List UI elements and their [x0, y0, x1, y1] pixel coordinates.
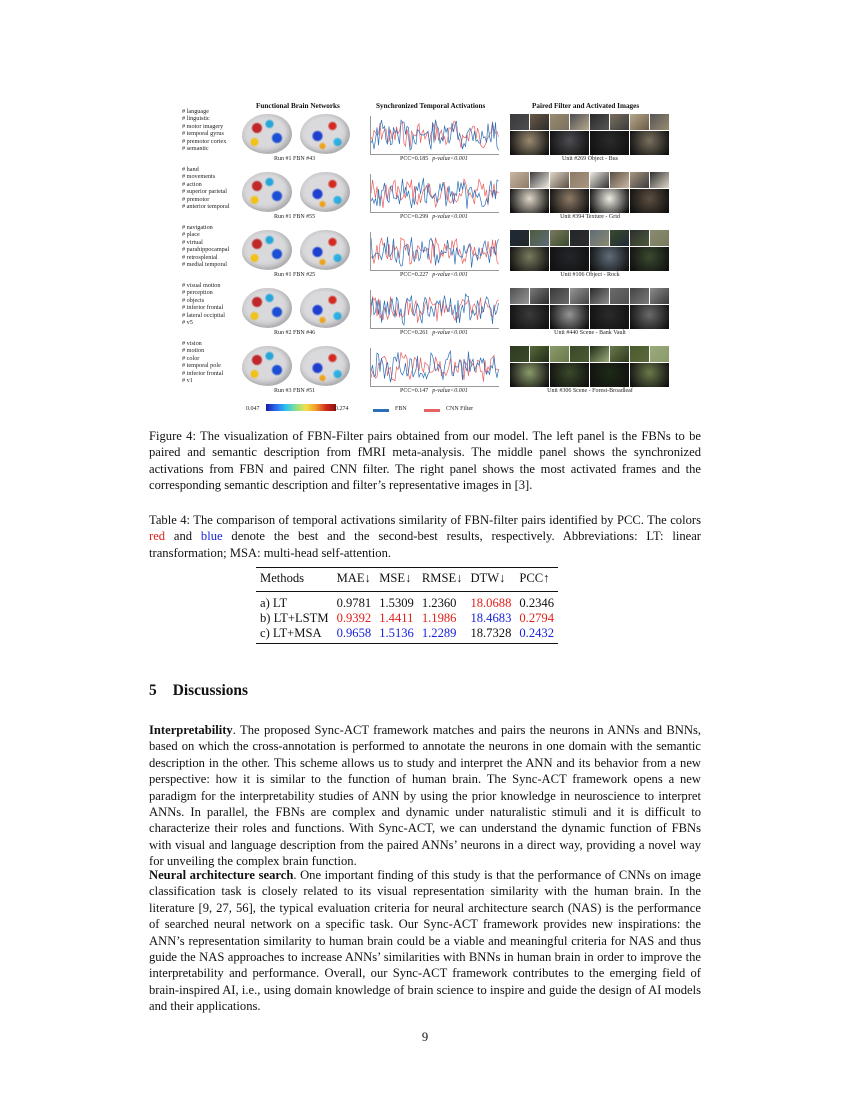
filter-thumbnail	[590, 172, 609, 188]
fbn-signal-line	[371, 178, 499, 209]
metric-cell: 18.7328	[470, 626, 512, 640]
pcc-value: PCC=0.299	[400, 214, 429, 220]
filter-thumbnail	[590, 288, 609, 304]
activated-frame	[630, 131, 669, 155]
fbn-label: Run #1 FBN #25	[274, 272, 316, 278]
section-heading	[149, 682, 248, 700]
filter-thumbnail	[650, 114, 669, 130]
semantic-terms	[182, 282, 225, 326]
pcc-value: PCC=0.147	[400, 388, 429, 394]
section-title: Discussions	[172, 682, 248, 699]
table-row	[256, 592, 558, 612]
paragraph-interpretability	[149, 722, 701, 870]
filter-thumbnail	[610, 346, 629, 362]
header-rmse: RMSE↓	[421, 571, 463, 585]
figure-row	[178, 108, 672, 170]
fbn-column-title: Functional Brain Networks	[256, 102, 340, 110]
metric-cell: 18.4683	[470, 611, 512, 625]
semantic-terms	[182, 340, 223, 384]
activated-frame	[590, 189, 629, 213]
results-table	[256, 567, 558, 644]
activated-frame	[590, 247, 629, 271]
semantic-term: # premotor	[182, 195, 210, 203]
brain-map-right	[300, 346, 350, 386]
table-row	[256, 626, 558, 644]
filter-thumbnail	[630, 172, 649, 188]
activated-frame	[630, 247, 669, 271]
fbn-signal-line	[371, 351, 499, 382]
metric-cell: 18.0688	[470, 596, 512, 610]
semantic-term: # place	[182, 231, 200, 239]
brain-map-left	[242, 346, 292, 386]
section-number: 5	[149, 682, 157, 699]
figure-row	[178, 282, 672, 344]
semantic-term: # medial temporal	[182, 261, 228, 269]
semantic-term: # hand	[182, 166, 199, 173]
metric-cell: 1.5136	[379, 626, 414, 640]
filter-thumbnail	[550, 346, 569, 362]
header-dtw: DTW↓	[470, 571, 506, 585]
filter-thumbnail	[530, 288, 549, 304]
activation-plot	[370, 116, 499, 155]
activated-frame	[630, 189, 669, 213]
p-value: p-value<0.001	[432, 156, 468, 162]
activated-frame	[550, 131, 589, 155]
paired-column-title: Paired Filter and Activated Images	[532, 102, 640, 110]
semantic-term: # parahippocampal	[182, 246, 230, 254]
method-cell: c) LT+MSA	[260, 626, 322, 640]
unit-label: Unit #440 Scene - Bank Vault	[554, 330, 626, 336]
metric-cell: 0.2432	[519, 626, 555, 640]
brain-map-right	[300, 230, 350, 270]
metric-cell: 0.2794	[519, 611, 555, 625]
activated-frame	[550, 363, 589, 387]
filter-thumbnail	[530, 114, 549, 130]
filter-thumbnail	[630, 288, 649, 304]
filter-thumbnail	[630, 346, 649, 362]
metric-cell: 0.9781	[336, 596, 372, 610]
brain-map-left	[242, 288, 292, 328]
activated-images	[510, 346, 670, 387]
filter-thumbnail	[610, 172, 629, 188]
activated-frame	[590, 305, 629, 329]
method-cell: a) LT	[260, 596, 288, 610]
filter-thumbnail	[650, 288, 669, 304]
pcc-value: PCC=0.227	[400, 272, 429, 278]
semantic-term: # v5	[182, 319, 193, 327]
filter-thumbnail	[510, 172, 529, 188]
filter-thumbnail	[510, 230, 529, 246]
table-caption	[149, 512, 701, 561]
table-caption-red: red	[149, 529, 166, 544]
fbn-label: Run #3 FBN #51	[274, 388, 316, 394]
activated-frame	[510, 131, 549, 155]
cnn-legend-label: CNN Filter	[446, 406, 474, 412]
activated-frame	[510, 189, 549, 213]
table-caption-pre: Table 4: The comparison of temporal activations similarity of FBN-filter pairs identified by PCC. The colors	[149, 513, 701, 527]
activated-images	[510, 172, 670, 213]
filter-thumbnail	[650, 172, 669, 188]
filter-thumbnail	[530, 172, 549, 188]
metric-cell: 0.2346	[519, 596, 555, 610]
header-methods: Methods	[260, 571, 305, 585]
activation-plot	[370, 348, 499, 387]
activated-frame	[590, 363, 629, 387]
filter-thumbnail	[630, 230, 649, 246]
table-body	[256, 592, 558, 644]
activation-signal	[371, 232, 499, 270]
filter-thumbnail	[570, 230, 589, 246]
semantic-terms	[182, 224, 229, 268]
activation-plot	[370, 290, 499, 329]
p-value: p-value<0.001	[432, 388, 468, 394]
figure-row	[178, 166, 672, 228]
brain-map-right	[300, 288, 350, 328]
figure-caption: Figure 4: The visualization of FBN-Filter pairs obtained from our model. The left panel is the FBNs to be paired and semantic description from fMRI meta-analysis. The middle panel shows the synchronized activations from FBN and paired CNN filter. The right panel shows the most activated frames and the corresponding semantic description and filter’s representative images in [3].	[149, 429, 701, 493]
metric-cell: 1.2360	[421, 596, 457, 610]
metric-cell: 1.1986	[421, 611, 457, 625]
activated-images	[510, 230, 670, 271]
semantic-terms	[182, 166, 229, 210]
activation-signal	[371, 174, 499, 212]
activated-frame	[630, 363, 669, 387]
unit-label: Unit #106 Object - Rock	[560, 272, 620, 278]
table-row	[256, 611, 558, 626]
semantic-term: # inferior frontal	[182, 304, 224, 312]
semantic-term: # premotor cortex	[182, 137, 227, 145]
semantic-term: # visual motion	[182, 282, 221, 289]
filter-thumbnail	[550, 114, 569, 130]
pcc-label	[400, 214, 468, 220]
fbn-legend-swatch	[373, 409, 389, 412]
unit-label: Unit #394 Texture - Grid	[560, 214, 620, 220]
semantic-term: # objects	[182, 296, 205, 304]
metric-cell: 0.9658	[336, 626, 372, 640]
semantic-term: # motor imagery	[182, 122, 224, 130]
table-caption-mid: and	[165, 529, 201, 544]
semantic-term: # retrosplenial	[182, 253, 218, 261]
metric-cell: 1.4411	[379, 611, 414, 625]
semantic-term: # movements	[182, 173, 216, 181]
semantic-term: # vision	[182, 340, 202, 347]
semantic-term: # semantic	[182, 145, 209, 153]
pcc-label	[400, 156, 468, 162]
semantic-term: # anterior temporal	[182, 203, 230, 211]
activated-frame	[590, 131, 629, 155]
paragraph-lead: Interpretability	[149, 723, 233, 737]
filter-thumbnail	[610, 288, 629, 304]
p-value: p-value<0.001	[432, 330, 468, 336]
semantic-term: # perception	[182, 289, 213, 297]
activated-frame	[550, 305, 589, 329]
paragraph-lead: Neural architecture search	[149, 868, 294, 882]
filter-thumbnail	[570, 288, 589, 304]
activation-plot	[370, 174, 499, 213]
header-pcc: PCC↑	[519, 571, 550, 585]
table-caption-post: denote the best and the second-best results, respectively. Abbreviations: LT: linear transformation; MSA: multi-head self-attention.	[149, 529, 701, 560]
fbn-label: Run #1 FBN #55	[274, 214, 316, 220]
activation-plot	[370, 232, 499, 271]
filter-thumbnail	[610, 230, 629, 246]
filter-thumbnail	[550, 288, 569, 304]
semantic-term: # inferior frontal	[182, 369, 224, 377]
header-mae: MAE↓	[336, 571, 371, 585]
unit-label: Unit #269 Object - Bus	[562, 156, 618, 162]
semantic-term: # language	[182, 108, 209, 115]
activated-frame	[550, 189, 589, 213]
activated-frame	[510, 363, 549, 387]
filter-thumbnail	[550, 230, 569, 246]
filter-thumbnail	[590, 346, 609, 362]
paragraph-nas	[149, 867, 701, 1015]
activation-signal	[371, 348, 499, 386]
filter-thumbnail	[530, 230, 549, 246]
fbn-label: Run #2 FBN #46	[274, 330, 316, 336]
brain-map-right	[300, 172, 350, 212]
filter-thumbnail	[650, 346, 669, 362]
colorbar-min: 0.047	[246, 406, 260, 412]
filter-thumbnail	[530, 346, 549, 362]
pcc-label	[400, 272, 468, 278]
filter-thumbnail	[550, 172, 569, 188]
colorbar-max: 0.274	[335, 406, 349, 412]
pcc-value: PCC=0.185	[400, 156, 429, 162]
page-number: 9	[421, 1030, 429, 1044]
pcc-value: PCC=0.261	[400, 330, 429, 336]
activated-frame	[510, 247, 549, 271]
results-table-wrap	[256, 567, 558, 644]
filter-thumbnail	[510, 346, 529, 362]
filter-thumbnail	[590, 230, 609, 246]
header-mse: MSE↓	[379, 571, 412, 585]
activation-signal	[371, 290, 499, 328]
table-header-row	[256, 568, 558, 592]
filter-thumbnail	[650, 230, 669, 246]
semantic-term: # v1	[182, 377, 193, 385]
paragraph-text: . The proposed Sync-ACT framework matches and pairs the neurons in ANNs and BNNs, based on which the cross-annotation is performed to annotate the neurons in one domain with the semantic description in the other. This scheme allows us to study and interpret the ANN and its behavior from a new perspective: how it is similar to the function of human brain. The Sync-ACT framework opens a new paradigm for the interpretability studies of ANN by using the prior knowledge in neuroscience to interpret ANNs. In parallel, the FBNs are complex and dynamic under naturalistic stimuli and it is difficult to characterize their roles and functions. With Sync-ACT, we can understand the dynamic function of FBNs with visual and language description from the paired ANNs’ neurons in a direct way, providing a novel way for unveiling the complex brain function.	[149, 723, 701, 869]
method-cell: b) LT+LSTM	[260, 611, 329, 625]
metric-cell: 0.9392	[336, 611, 372, 625]
activated-images	[510, 114, 670, 155]
semantic-term: # linguistic	[182, 115, 210, 123]
activated-frame	[630, 305, 669, 329]
metric-cell: 1.5309	[379, 596, 414, 610]
filter-thumbnail	[590, 114, 609, 130]
filter-thumbnail	[510, 288, 529, 304]
filter-thumbnail	[610, 114, 629, 130]
brain-map-left	[242, 114, 292, 154]
activation-signal	[371, 116, 499, 154]
paragraph-text: . One important finding of this study is that the performance of CNNs on image classification task is closely related to its visual representation similarity with the human brain. In the literature [9, 27, 56], the typical evaluation criteria for neural architecture search (NAS) is the performance of searched neural network on a specific task. Our Sync-ACT framework provides new inspirations: the ANN’s representation similarity to human brain could be a viable and meaningful criteria for NAS and thus guide the NAS approaches to increase ANNs’ similarities with BNNs in human brain in order to improve the interpretability and performance. Overall, our Sync-ACT framework contributes to the emerging field of brain-inspired AI, i.e., using domain knowledge of brain science to inspire and guide the design of AI models and their applications.	[149, 868, 701, 1014]
colorbar	[266, 404, 336, 411]
metric-cell: 1.2289	[421, 626, 457, 640]
filter-thumbnail	[570, 172, 589, 188]
semantic-term: # lateral occipital	[182, 311, 225, 319]
filter-thumbnail	[510, 114, 529, 130]
semantic-term: # temporal pole	[182, 362, 221, 370]
semantic-term: # motion	[182, 347, 205, 355]
pcc-label	[400, 388, 468, 394]
semantic-term: # color	[182, 354, 200, 362]
activated-frame	[550, 247, 589, 271]
semantic-term: # navigation	[182, 224, 213, 231]
semantic-term: # superior parietal	[182, 188, 228, 196]
cnn-legend-swatch	[424, 409, 440, 412]
brain-map-left	[242, 230, 292, 270]
figure-row	[178, 340, 672, 402]
semantic-term: # temporal gyrus	[182, 130, 224, 138]
semantic-term: # virtual	[182, 238, 203, 246]
semantic-term: # action	[182, 180, 202, 188]
filter-thumbnail	[570, 114, 589, 130]
brain-map-right	[300, 114, 350, 154]
fbn-label: Run #1 FBN #43	[274, 156, 316, 162]
filter-thumbnail	[630, 114, 649, 130]
sync-column-title: Synchronized Temporal Activations	[376, 102, 486, 110]
table-caption-blue: blue	[200, 529, 223, 544]
p-value: p-value<0.001	[432, 214, 468, 220]
unit-label: Unit #306 Scene - Forest-Broadleaf	[547, 388, 633, 394]
fbn-legend-label: FBN	[395, 406, 407, 412]
brain-map-left	[242, 172, 292, 212]
activated-frame	[510, 305, 549, 329]
figure-4	[178, 100, 672, 420]
activated-images	[510, 288, 670, 329]
semantic-terms	[182, 108, 226, 152]
p-value: p-value<0.001	[432, 272, 468, 278]
pcc-label	[400, 330, 468, 336]
filter-thumbnail	[570, 346, 589, 362]
figure-row	[178, 224, 672, 286]
